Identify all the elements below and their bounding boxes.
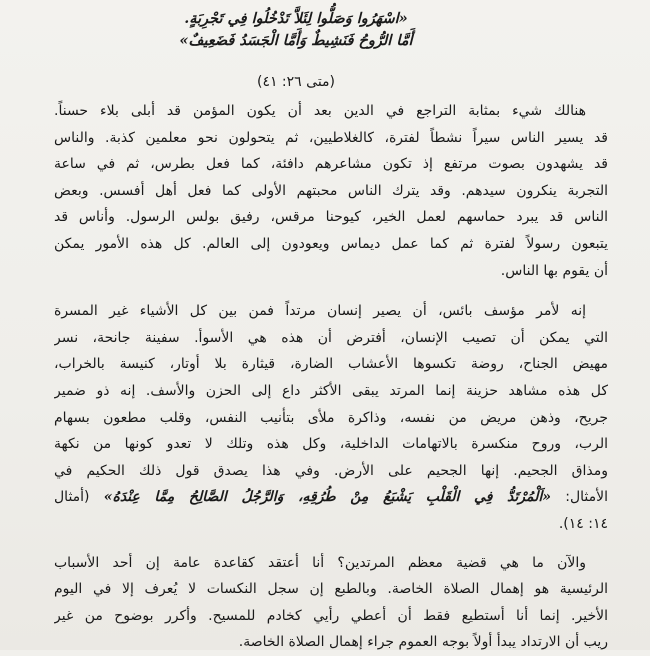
proverbs-quote: «اَلْمُرْتَدُّ فِي الْقَلْبِ يَشْبَعُ مِنْ طُرُقِهِ، وَالرَّجُلُ الصَّالِحُ مِمَّا عِنْدَهُ» [103,489,552,506]
paragraph-line: التي يمكن أن تصيب الإنسان، أفترض أن هذه هي الأسوأ. سفينة جانحة، نسر [54,329,608,346]
paragraph-line: الرب، وروح منكسرة بالاتهامات الداخلية، وكل هذه وتلك لا تعدو كونها من نكهة [54,436,608,453]
epigraph-line-2: أَمَّا الرُّوحُ فَنَشِيطٌ وَأَمَّا الْجَسَدُ فَضَعِيفٌ» [179,32,413,49]
paragraph-2 [54,298,608,537]
paragraph-line: هنالك شيء بمثابة التراجع في الدين بعد أن يكون المؤمن قد أبلى بلاء حسناً. [54,103,586,119]
paragraph-line: قد يسير الناس سيراً نشطاً لفترة، كالغلاطيين، ثم يتحولون نحو معلمين كذبة. والناس [54,129,608,146]
paragraph-line: قد يشهدون بصوت مرتفع إذ تكون مشاعرهم دافئة، كما فعل بطرس، ثم في ساعة [54,156,608,173]
paragraph-line: جريح، وذهن مريض من نفسه، وذاكرة ملأى بتأنيب النفس، وقلب مطعون بسهام [54,409,608,426]
paragraph-line: الناس قد يبرد حماسهم لعمل الخير، كيوحنا مرقس، رفيق بولس الرسول. وأناس قد [54,209,608,226]
paragraph-line: والآن ما هي قضية معظم المرتدين؟ أنا أعتقد كقاعدة عامة إن أحد الأسباب [54,554,586,571]
epigraph-line-1: «اسْهَرُوا وَصَلُّوا لِئَلاَّ تَدْخُلُوا فِي تَجْرِبَةٍ. [184,10,408,27]
quote-prefix: الأمثال: [551,489,608,506]
paragraph-line: أن يقوم بها الناس. [500,262,608,279]
quote-reference-end: ١٤: ١٤). [558,515,608,532]
paragraph-line: ومذاق الجحيم. إنها الجحيم على الأرض. وفي هذا يصدق قول ذلك الحكيم في [54,462,608,479]
epigraph [54,8,538,52]
scripture-reference: (متى ٢٦: ٤١) [256,74,336,90]
paragraph-line: ريب أن الارتداد يبدأ أولاً بوجه العموم جراء إهمال الصلاة الخاصة. [238,634,608,651]
paragraph-line: التجربة ينكرون سيدهم. وقد يترك الناس محبتهم الأولى كما فعل أهل أفسس. وبعض [54,182,608,199]
paragraph-line: الرئيسية هو إهمال الصلاة الخاصة. وبالطبع إن سجل النكسات لا يُعرف إلا في اليوم [54,581,608,598]
paragraph-3 [54,550,608,656]
paragraph-line: كل هذه مشاهد حزينة إنما المرتد يبقى الأكثر داع إلى الحزن والأسف. إنه ذو ضمير [54,382,608,399]
quote-reference-open: (أمثال [54,489,104,506]
paragraph-line: يتبعون رسولاً لفترة ثم كما عمل ديماس ويعودون إلى العالم. كل هذه الأمور يمكن [54,235,608,252]
proverbs-quote-line [54,484,608,511]
paragraph-line: الأخير. إنما أنا أستطيع فقط أن أعطي رأيي كخادم للمسيح. وأكرر بوضوح من غير [54,607,608,624]
paragraph-1 [54,98,608,284]
paragraph-line: مهيض الجناح، روضة تكسوها الأعشاب الضارة، قيثارة بلا أوتار، كنيسة بالخراب، [54,356,608,373]
paragraph-line: إنه لأمر مؤسف بائس، أن يصير إنسان مرتداً فمن بين كل الأشياء غير المسرة [54,303,586,320]
